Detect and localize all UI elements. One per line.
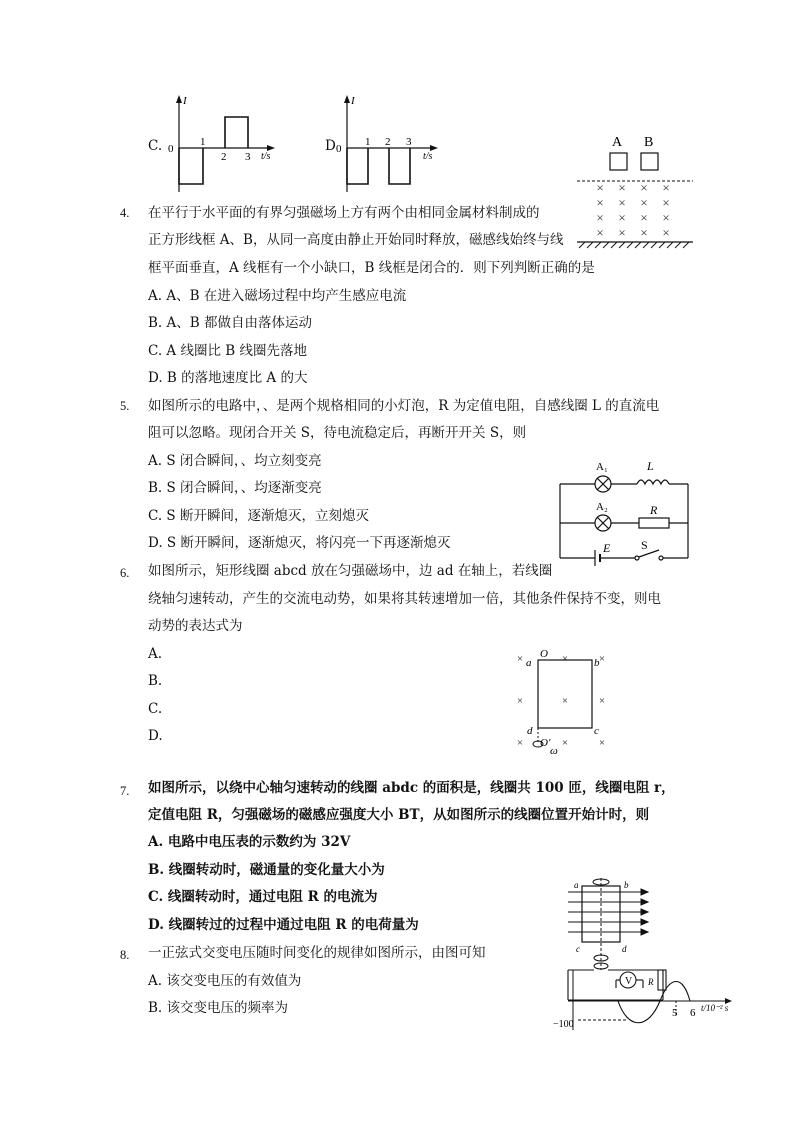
q6-option-a: A.: [148, 646, 163, 662]
graph-c-tick-1: 1: [200, 136, 206, 148]
resistor-label: R: [648, 977, 654, 987]
graph-c-tick-2: 2: [221, 151, 227, 163]
q4-stem-line-3: 框平面垂直，A 线框有一个小缺口，B 线框是闭合的．则下列判断正确的是: [148, 260, 595, 276]
q7-q8-figure: [548, 870, 748, 1032]
graph-d-t-label: t/s: [423, 151, 433, 162]
graph-d-tick-1: 1: [365, 136, 371, 148]
q5-stem-line-2: 阻可以忽略。现闭合开关 S，待电流稳定后，再断开开关 S，则: [148, 425, 527, 441]
graph-c-origin: 0: [168, 143, 174, 155]
tick-5-label: 5: [672, 1007, 678, 1019]
lamp-a1-label: A₁: [596, 461, 608, 473]
coil-b-label: b: [624, 880, 629, 890]
q8-number: 8.: [120, 948, 130, 962]
q8-option-b: B. 该交变电压的频率为: [148, 1000, 289, 1016]
graph-d-tick-2: 2: [385, 136, 391, 148]
q5-stem-line-1: 如图所示的电路中，、是两个规格相同的小灯泡，R 为定值电阻，自感线圈 L 的直流电: [148, 398, 660, 414]
corner-b-label: b: [594, 657, 600, 669]
battery-e-label: E: [603, 541, 611, 555]
graph-c-tick-3: 3: [245, 151, 251, 163]
svg-text:×: ×: [618, 225, 626, 240]
q8-option-a: A. 该交变电压的有效值为: [148, 973, 302, 989]
q5-option-b: B. S 闭合瞬间，、均逐渐变亮: [148, 480, 322, 496]
svg-text:×: ×: [618, 210, 626, 225]
q6-option-c: C.: [148, 701, 163, 717]
svg-text:×: ×: [561, 653, 569, 665]
q6-coil-figure: [510, 642, 615, 758]
svg-text:×: ×: [662, 195, 670, 210]
q7-option-b: B. 线圈转动时，磁通量的变化量大小为: [148, 862, 385, 878]
tick-6-label: 6: [690, 1007, 696, 1019]
q5-circuit-figure: [555, 456, 695, 568]
svg-text:×: ×: [596, 225, 604, 240]
svg-text:×: ×: [662, 180, 670, 195]
q7-number: 7.: [120, 784, 130, 798]
svg-text:×: ×: [598, 653, 606, 665]
coil-d-label: d: [622, 944, 627, 954]
graph-d-origin: 0: [336, 143, 342, 155]
omega-label: ω: [550, 745, 558, 757]
svg-text:×: ×: [596, 195, 604, 210]
svg-text:×: ×: [618, 195, 626, 210]
resistor-r-label: R: [650, 503, 658, 517]
coil-a-label: a: [574, 880, 579, 890]
switch-s-label: S: [641, 538, 648, 552]
current-graph-d: [333, 92, 453, 202]
corner-c-label: c: [594, 725, 599, 737]
coil-c-label: c: [576, 944, 580, 954]
svg-text:×: ×: [516, 737, 524, 749]
q4-option-c: C. A 线圈比 B 线圈先落地: [148, 343, 307, 359]
q7-option-a: A. 电路中电压表的示数约为 32V: [148, 834, 351, 850]
svg-text:×: ×: [516, 695, 524, 707]
svg-text:×: ×: [561, 737, 569, 749]
svg-text:×: ×: [561, 695, 569, 707]
q6-option-d: D.: [148, 728, 163, 744]
q4-magnetic-field-figure: [575, 130, 695, 250]
corner-a-label: a: [526, 657, 532, 669]
t-axis-label: t/10⁻² s: [701, 1003, 729, 1013]
graph-c-t-label: t/s: [261, 151, 271, 162]
q4-option-b: B. A、B 都做自由落体运动: [148, 315, 312, 331]
svg-text:×: ×: [516, 653, 524, 665]
corner-d-label: d: [527, 725, 533, 737]
q6-stem-line-3: 动势的表达式为: [148, 618, 243, 634]
q6-number: 6.: [120, 566, 130, 580]
axis-o-prime-label: O′: [540, 737, 551, 749]
q6-stem-line-2: 绕轴匀速转动，产生的交流电动势，如果将其转速增加一倍，其他条件保持不变，则电: [148, 591, 661, 607]
svg-text:×: ×: [640, 210, 648, 225]
q6-option-b: B.: [148, 673, 163, 689]
neg-100-label: −100: [553, 1019, 574, 1030]
q5-option-c: C. S 断开瞬间，逐渐熄灭，立刻熄灭: [148, 508, 369, 524]
svg-text:×: ×: [598, 695, 606, 707]
q4-option-a: A. A、B 在进入磁场过程中均产生感应电流: [148, 288, 407, 304]
q7-stem-line-2: 定值电阻 R，匀强磁场的磁感应强度大小 BT，从如图所示的线圈位置开始计时，则: [148, 807, 650, 823]
q7-option-c: C. 线圈转动时，通过电阻 R 的电流为: [148, 889, 378, 905]
q4-stem-line-2: 正方形线框 A、B，从同一高度由静止开始同时释放，磁感线始终与线: [148, 232, 564, 248]
svg-text:×: ×: [598, 737, 606, 749]
svg-text:×: ×: [662, 225, 670, 240]
svg-text:×: ×: [640, 195, 648, 210]
frame-a-label: A: [612, 135, 623, 150]
graph-c-i-label: I: [183, 95, 187, 107]
q7-stem-line-1: 如图所示，以绕中心轴匀速转动的线圈 abdc 的面积是，线圈共 100 匝，线圈电阻 r，: [148, 780, 675, 796]
current-graph-c: [165, 92, 285, 202]
svg-text:×: ×: [662, 210, 670, 225]
option-c-label: C.: [148, 138, 163, 154]
axis-o-label: O: [540, 648, 548, 660]
q7-option-d: D. 线圈转过的过程中通过电阻 R 的电荷量为: [148, 917, 419, 933]
q4-option-d: D. B 的落地速度比 A 的大: [148, 370, 308, 386]
q5-number: 5.: [120, 399, 130, 413]
voltmeter-v-label: V: [625, 976, 633, 987]
graph-d-tick-3: 3: [406, 136, 412, 148]
svg-text:×: ×: [596, 210, 604, 225]
svg-text:×: ×: [618, 180, 626, 195]
inductor-l-label: L: [647, 459, 654, 473]
q6-stem-line-1: 如图所示，矩形线圈 abcd 放在匀强磁场中，边 ad 在轴上，若线圈: [148, 563, 553, 579]
svg-text:×: ×: [596, 180, 604, 195]
option-d-label: D: [325, 138, 336, 154]
q4-stem-line-1: 在平行于水平面的有界匀强磁场上方有两个由相同金属材料制成的: [148, 205, 540, 221]
q4-number: 4.: [120, 206, 130, 220]
svg-text:×: ×: [640, 180, 648, 195]
q8-stem-line-1: 一正弦式交变电压随时间变化的规律如图所示，由图可知: [148, 945, 486, 961]
graph-d-i-label: I: [351, 95, 355, 107]
lamp-a2-label: A₂: [596, 501, 608, 513]
svg-text:×: ×: [640, 225, 648, 240]
q5-option-d: D. S 断开瞬间，逐渐熄灭，将闪亮一下再逐渐熄灭: [148, 535, 451, 551]
q5-option-a: A. S 闭合瞬间，、均立刻变亮: [148, 453, 322, 469]
frame-b-label: B: [644, 135, 654, 150]
